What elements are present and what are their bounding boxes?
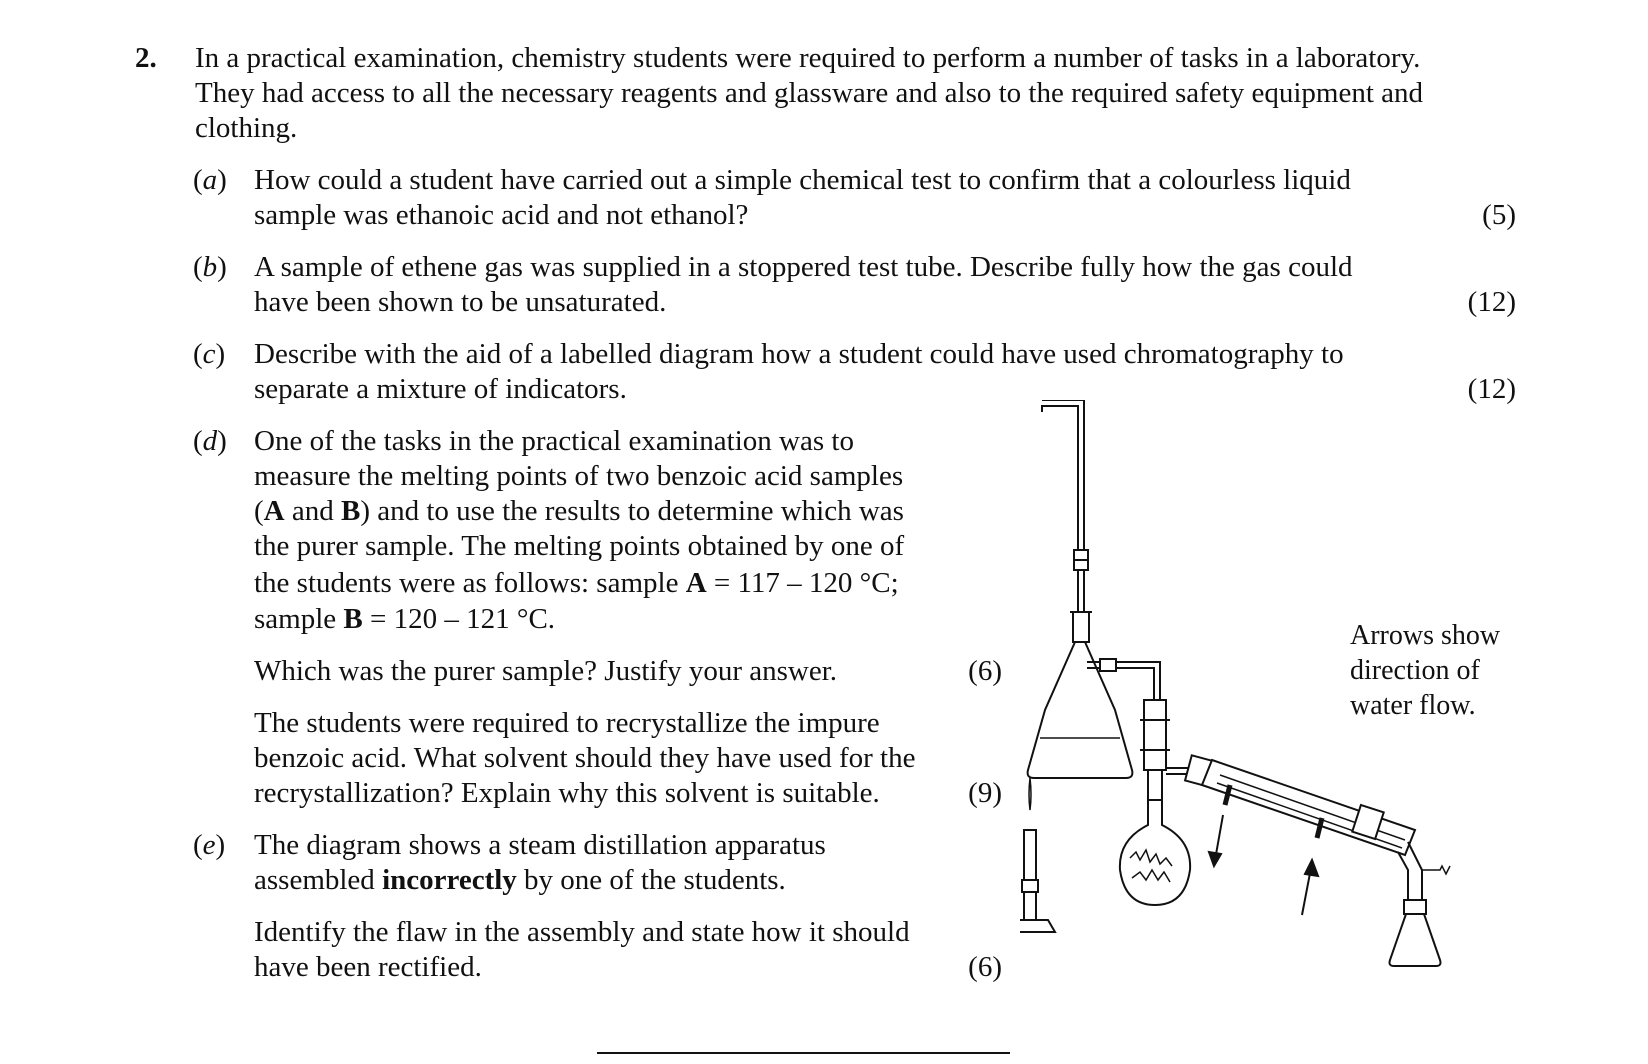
part-d-label: (d) [193, 425, 227, 457]
part-d-line-6: sample B = 120 – 121 °C. [254, 603, 556, 635]
part-e-label: (e) [193, 829, 226, 861]
part-e-question-line-2: have been rectified. [254, 951, 482, 983]
part-e-question-line-1: Identify the flaw in the assembly and state how it should [254, 916, 910, 948]
part-d-line-5: the students were as follows: sample A = 117 – 120 °C; [254, 567, 899, 599]
receiving-flask [1390, 900, 1441, 966]
part-c-label: (c) [193, 338, 226, 370]
liebig-condenser [1202, 760, 1415, 855]
water-flow-arrows [1209, 815, 1318, 915]
part-b-label: (b) [193, 251, 227, 283]
part-d-question-1-marks: (6) [968, 655, 1002, 687]
part-d-line-4: the purer sample. The melting points obtained by one of [254, 530, 905, 562]
intro-line-2: They had access to all the necessary reagents and glassware and also to the required safety equipment and [195, 77, 1423, 109]
part-a-label: (a) [193, 164, 227, 196]
part-a-marks: (5) [1482, 199, 1516, 231]
part-a-line-2: sample was ethanoic acid and not ethanol? [254, 199, 749, 231]
part-d-question-2-line-2: benzoic acid. What solvent should they have used for the [254, 742, 916, 774]
part-c-line-1: Describe with the aid of a labelled diagram how a student could have used chromatography to [254, 338, 1344, 370]
part-d-question-2-line-1: The students were required to recrystallize the impure [254, 707, 880, 739]
conical-flask [1028, 612, 1133, 778]
steam-distillation-diagram [1020, 400, 1520, 1020]
intro-line-3: clothing. [195, 112, 298, 144]
part-e-line-1: The diagram shows a steam distillation apparatus [254, 829, 826, 861]
part-d-line-3: (A and B) and to use the results to determine which was [254, 495, 904, 527]
diagram-note-line-1: Arrows show [1350, 620, 1501, 651]
part-d-line-2: measure the melting points of two benzoic acid samples [254, 460, 904, 492]
part-e-marks: (6) [968, 951, 1002, 983]
part-d-line-1: One of the tasks in the practical examination was to [254, 425, 854, 457]
part-d-question-1: Which was the purer sample? Justify your answer. [254, 655, 838, 687]
part-d-question-2-marks: (9) [968, 777, 1002, 809]
part-b-line-1: A sample of ethene gas was supplied in a stoppered test tube. Describe fully how the gas could [254, 251, 1353, 283]
part-d-question-2-line-3: recrystallization? Explain why this solvent is suitable. [254, 777, 880, 809]
diagram-note-line-3: water flow. [1350, 690, 1476, 721]
question-number: 2. [135, 42, 157, 74]
part-c-marks: (12) [1467, 373, 1516, 405]
safety-tube [1042, 400, 1088, 612]
still-head [1140, 700, 1170, 800]
end-rule [597, 1052, 1010, 1054]
bunsen-burner [1020, 778, 1055, 932]
part-b-marks: (12) [1467, 286, 1516, 318]
part-e-line-2: assembled incorrectly by one of the students. [254, 864, 786, 896]
diagram-note-line-2: direction of [1350, 655, 1480, 686]
pear-flask [1120, 800, 1190, 905]
part-b-line-2: have been shown to be unsaturated. [254, 286, 667, 318]
part-a-line-1: How could a student have carried out a simple chemical test to confirm that a colourless liquid [254, 164, 1351, 196]
part-c-line-2: separate a mixture of indicators. [254, 373, 627, 405]
intro-line-1: In a practical examination, chemistry students were required to perform a number of tasks in a laboratory. [195, 42, 1421, 74]
